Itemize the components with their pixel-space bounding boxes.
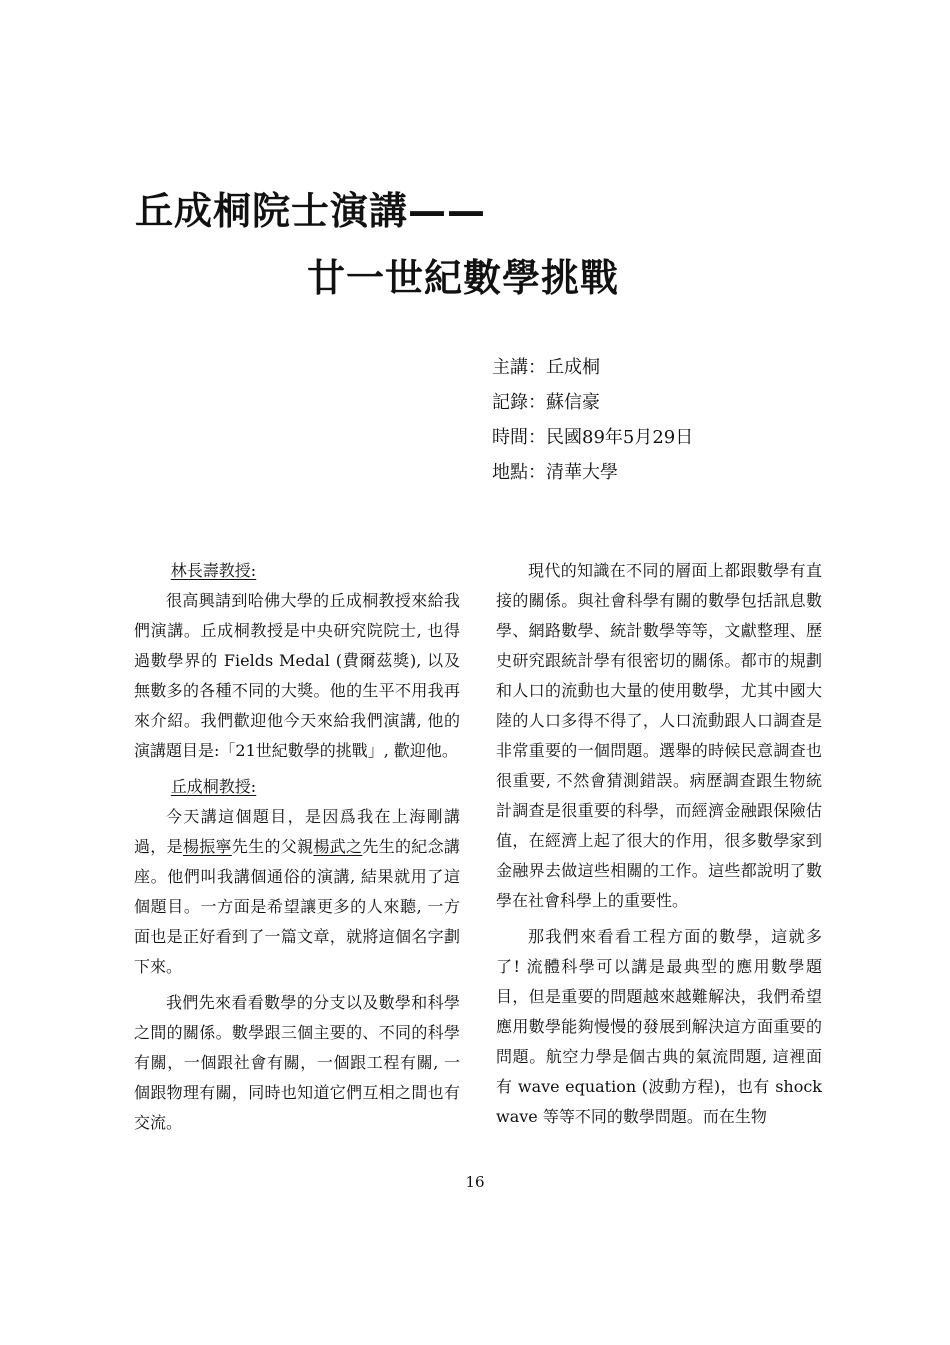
paragraph-social-science: 現代的知識在不同的層面上都跟數學有直接的關係。與社會科學有關的數學包括訊息數學、網路數學、統計數學等等，文獻整理、歷史研究跟統計學有很密切的關係。都市的規劃和人口的流動也大量的使用數學，尤其中國大陸的人口多得不得了，人口流動跟人口調查是非常重要的一個問題。選舉的時候民意調查也很重要, 不然會猜測錯誤。病歷調查跟生物統計調查是很重要的科學，而經濟金融跟保險估值，在經濟上起了很大的作用，很多數學家到金融界去做這些相關的工作。這些都說明了數學在社會科學上的重要性。 — [496, 561, 822, 910]
paragraph-math-branches: 我們先來看看數學的分支以及數學和科學之間的關係。數學跟三個主要的、不同的科學有關，一個跟社會有關，一個跟工程有關, 一個跟物理有關，同時也知道它們互相之間也有交流。 — [134, 993, 460, 1132]
title-line-1: 丘成桐院士演講—— — [135, 189, 487, 233]
speaker-label-yau: 丘成桐教授: — [170, 777, 257, 796]
paragraph-lecture-origin: 今天講這個題目，是因爲我在上海剛講過，是楊振寧先生的父親楊武之先生的紀念講座。他們叫我講個通俗的演講, 結果就用了這個題目。一方面是希望讓更多的人來聽, 一方面也是正好看到了一篇文章，就將這個名字劃下來。 — [134, 807, 460, 976]
title-line-2: 廿一世紀數學挑戰 — [307, 256, 620, 300]
recorder-info: 記錄：蘇信豪 — [492, 392, 600, 413]
left-column — [134, 556, 460, 1138]
place-info: 地點：清華大學 — [492, 462, 618, 483]
right-column — [496, 556, 822, 1132]
lecture-info — [492, 355, 693, 495]
paragraph-engineering: 那我們來看看工程方面的數學，這就多了! 流體科學可以講是最典型的應用數學題目，但是重要的問題越來越難解決，我們希望應用數學能夠慢慢的發展到解決這方面重要的問題。航空力學是個古典的氣流問題, 這裡面有 wave equation (波動方程)，也有 shock wave 等等不同的數學問題。而在生物 — [496, 927, 822, 1126]
paragraph-introduction: 很高興請到哈佛大學的丘成桐教授來給我們演講。丘成桐教授是中央研究院院士, 也得過數學界的 Fields Medal (費爾茲獎), 以及無數多的各種不同的大獎。他的生平不用我再來介紹。我們歡迎他今天來給我們演講, 他的演講題目是:「21世紀數學的挑戰」, 歡迎他。 — [134, 591, 460, 760]
page-number: 16 — [465, 1173, 485, 1191]
speaker-label-lin: 林長壽教授: — [170, 561, 257, 580]
time-info: 時間：民國89年5月29日 — [492, 427, 694, 448]
speaker-info: 主講：丘成桐 — [492, 357, 600, 378]
name-yang-wu-chih: 楊武之 — [313, 837, 363, 856]
name-yang-chen-ning: 楊振寧 — [182, 837, 232, 856]
